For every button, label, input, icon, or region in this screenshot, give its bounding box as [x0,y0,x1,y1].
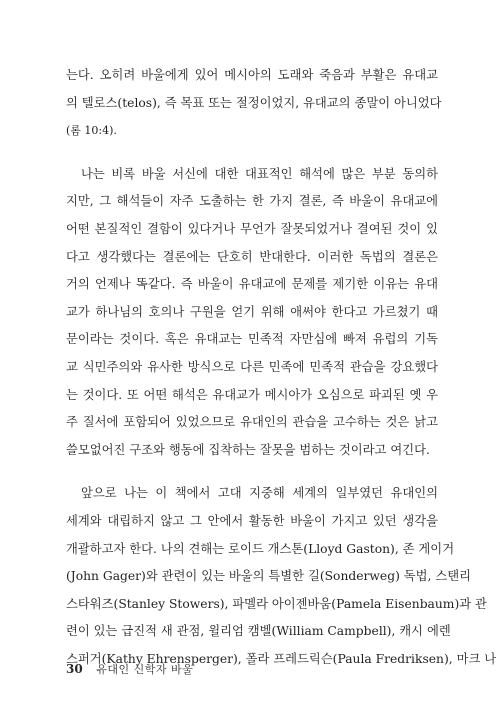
text-line: 문이라는 것이다. 혹은 유대교는 민족적 자만심에 빠져 유럽의 기독 [66,332,438,347]
paragraph-2 [66,161,438,465]
text-line: 나는 비록 바울 서신에 대한 대표적인 해석에 많은 부분 동의하 [81,166,438,181]
text-line: 다고 생각했다는 결론에는 단호히 반대한다. 이러한 독법의 결론은 [66,249,438,264]
text-line: 스타워즈(Stanley Stowers), 파멜라 아이젠바움(Pamela Eisenbaum)과 관 [66,596,487,611]
text-line: 교가 하나님의 호의나 구원을 얻기 위해 애써야 한다고 가르쳤기 때 [66,304,438,319]
text-line: 앞으로 나는 이 책에서 고대 지중해 세계의 일부였던 유대인의 [81,486,438,501]
paragraph-1 [66,62,442,145]
page-footer [66,661,193,677]
paragraph-3 [66,480,497,673]
page-number: 30 [66,662,83,676]
text-line: 의 텔로스(telos), 즉 목표 또는 절정이었지, 유대교의 종말이 아니었다 [66,95,442,110]
text-line: 주 질서에 포함되어 있었으므로 유대인의 관습을 고수하는 것은 낡고 [66,415,438,430]
text-line: 는다. 오히려 바울에게 있어 메시아의 도래와 죽음과 부활은 유대교 [66,68,438,82]
text-line: (John Gager)와 관련이 있는 바울의 특별한 길(Sonderweg) 독법, 스탠리 [66,569,471,584]
text-line: 쓸모없어진 구조와 행동에 집착하는 잘못을 범하는 것이라고 여긴다. [66,442,430,457]
running-title: 유대인 신학자 바울 [96,663,194,676]
body-text [66,62,497,673]
text-line: 거의 언제나 똑같다. 즉 바울이 유대교에 문제를 제기한 이유는 유대 [66,277,438,292]
text-line: 세계와 대립하지 않고 그 안에서 활동한 바울이 가지고 있던 생각을 [66,513,438,528]
text-line: (롬 10:4). [66,124,117,138]
text-line: 교 식민주의와 유사한 방식으로 다른 민족에 민족적 관습을 강요했다 [66,359,438,374]
text-line: 스퍼거(Kathy Ehrensperger), 폴라 프레드릭슨(Paula Fredriksen), 마크 나 [66,651,497,666]
text-line: 개괄하고자 한다. 나의 견해는 로이드 개스톤(Lloyd Gaston), 존 게이거 [66,541,455,556]
text-line: 는 것이다. 또 어떤 해석은 유대교가 메시아가 오심으로 파괴된 옛 우 [66,387,438,402]
text-line: 어떤 본질적인 결함이 있다거나 무언가 잘못되었거나 결여된 것이 있 [66,221,438,236]
text-line: 련이 있는 급진적 새 관점, 윌리엄 캠벨(William Campbell), 캐시 에렌 [66,624,451,639]
text-line: 지만, 그 해석들이 자주 도출하는 한 가지 결론, 즉 바울이 유대교에 [66,194,438,209]
